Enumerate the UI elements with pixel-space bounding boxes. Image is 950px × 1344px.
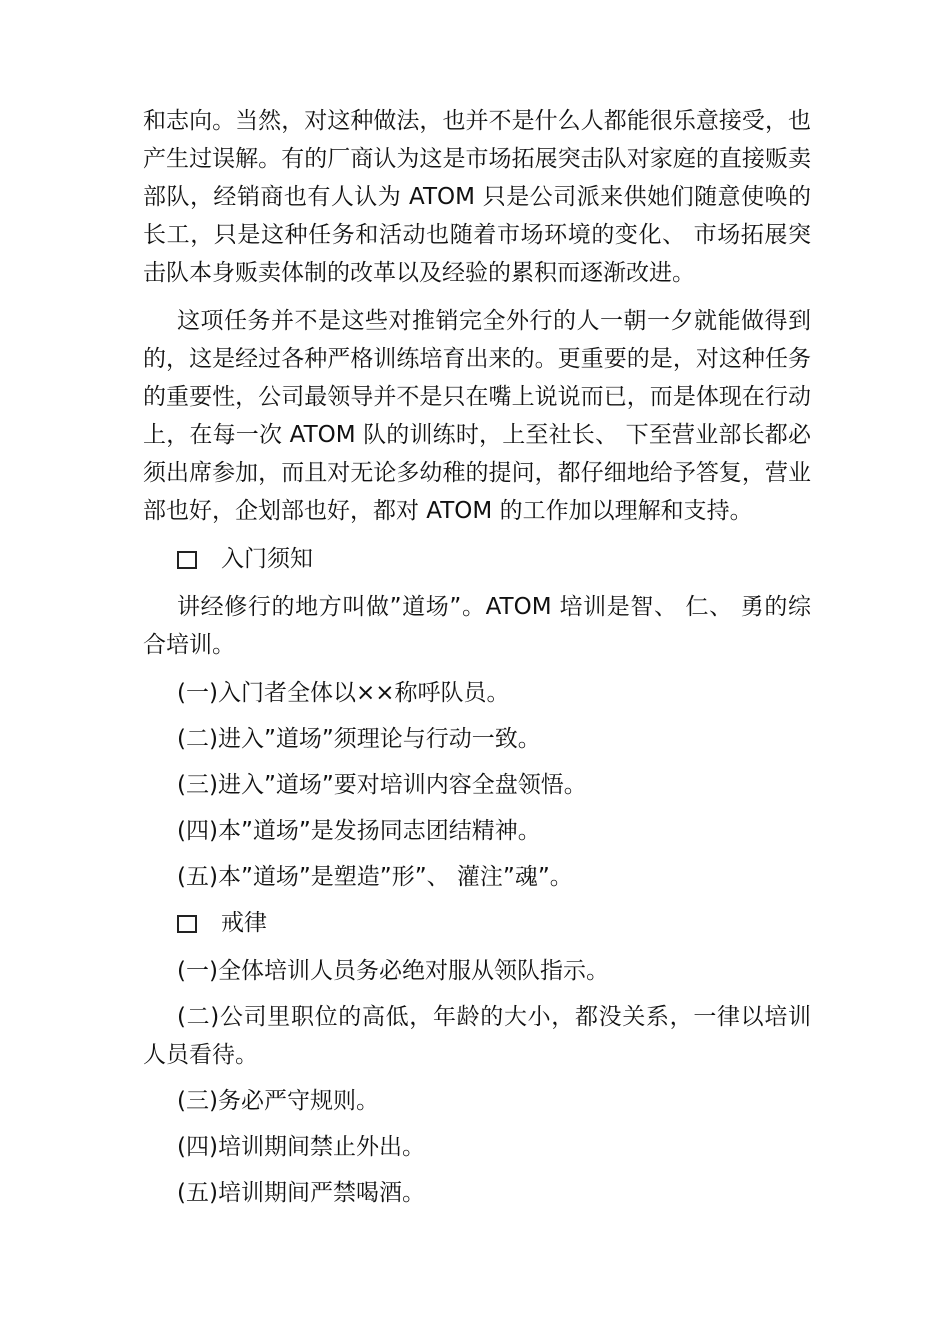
checkbox-square-icon xyxy=(177,551,197,569)
list-item: (五)培训期间严禁喝酒。 xyxy=(177,1180,425,1206)
checkbox-square-icon xyxy=(177,915,197,933)
paragraph-dojo-intro: 讲经修行的地方叫做”道场”。ATOM 培训是智、 仁、 勇的综合培训。 xyxy=(143,594,811,658)
section-heading-label: 入门须知 xyxy=(221,546,313,572)
section-heading-entry-rules xyxy=(143,540,811,578)
list-item: (二)公司里职位的高低，年龄的大小，都没关系，一律以培训人员看待。 xyxy=(143,1004,811,1068)
paragraph-task-training: 这项任务并不是这些对推销完全外行的人一朝一夕就能做得到的，这是经过各种严格训练培育出来的。更重要的是，对这种任务的重要性，公司最领导并不是只在嘴上说说而已，而是体现在行动上，在每一次 ATOM 队的训练时，上至社长、 下至营业部长都必须出席参加，而且对无论多幼稚的提问，都仔细地给予答复，营业部也好，企划部也好，都对 ATOM 的工作加以理解和支持。 xyxy=(143,308,811,524)
list-item: (三)务必严守规则。 xyxy=(177,1088,379,1114)
list-item: (一)入门者全体以××称呼队员。 xyxy=(177,680,510,706)
list-item: (四)本”道场”是发扬同志团结精神。 xyxy=(177,818,541,844)
list-item: (三)进入”道场”要对培训内容全盘领悟。 xyxy=(177,772,587,798)
section-heading-discipline xyxy=(143,904,811,942)
list-item: (二)进入”道场”须理论与行动一致。 xyxy=(177,726,541,752)
list-item: (一)全体培训人员务必绝对服从领队指示。 xyxy=(177,958,609,984)
document-page xyxy=(143,102,811,1220)
section-heading-label: 戒律 xyxy=(221,910,267,936)
paragraph-intro-continued: 和志向。当然，对这种做法，也并不是什么人都能很乐意接受，也产生过误解。有的厂商认为这是市场拓展突击队对家庭的直接贩卖部队，经销商也有人认为 ATOM 只是公司派来供她们随意使唤的长工，只是这种任务和活动也随着市场环境的变化、 市场拓展突击队本身贩卖体制的改革以及经验的累积而逐渐改进。 xyxy=(143,108,811,286)
list-item: (五)本”道场”是塑造”形”、 灌注”魂”。 xyxy=(177,864,573,890)
list-item: (四)培训期间禁止外出。 xyxy=(177,1134,425,1160)
